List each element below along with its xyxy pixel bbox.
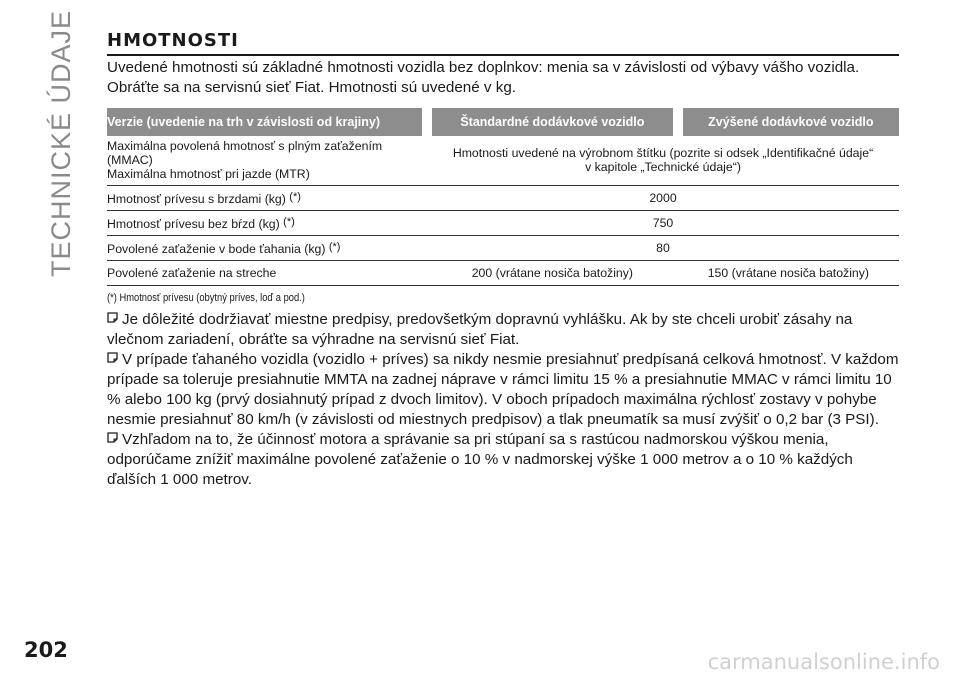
note-text: V prípade ťahaného vozidla (vozidlo + príves) sa nikdy nesmie presiahnuť predpísaná celková hmotnosť. V každom prípade sa toleruje presiahnutie MMTA na zadnej náprave v rámci limitu 15 % a presiahnutie MMAC v rámci limitu 10 % alebo 100 kg (prvý dosiahnutý prípad z dvoch limitov). V oboch prípadoch maximálna rýchlosť zostavy v pohybe nesmie presiahnuť 80 km/h (v závislosti od miestnych predpisov) a tlak pneumatík sa musí zvýšiť o 0,2 bar (3 PSI). xyxy=(107,351,899,428)
note-bullet-icon xyxy=(107,352,118,363)
row-label-roof-load: Povolené zaťaženie na streche xyxy=(107,261,427,286)
note-bullet-icon xyxy=(107,312,118,323)
row-value-line: v kapitole „Technické údaje“) xyxy=(585,160,741,174)
side-section-title xyxy=(42,9,82,277)
section-title: HMOTNOSTI xyxy=(107,30,899,56)
row-value-towing-point-load: 80 xyxy=(427,236,899,261)
row-value-max-weight xyxy=(427,136,899,186)
header-standard-van: Štandardné dodávkové vozidlo xyxy=(427,108,678,136)
note-paragraph xyxy=(107,310,899,350)
row-value-roof-load-standard: 200 (vrátane nosiča batožiny) xyxy=(427,261,678,286)
table-row xyxy=(107,236,899,261)
header-versions: Verzie (uvedenie na trh v závislosti od krajiny) xyxy=(107,108,427,136)
row-label-text: Povolené zaťaženie v bode ťahania (kg) xyxy=(107,241,326,256)
footnote-marker: (*) xyxy=(283,215,295,228)
page-number: 202 xyxy=(24,638,68,662)
note-paragraph xyxy=(107,350,899,430)
table-header-row xyxy=(107,108,899,136)
row-label-line: (MMAC) xyxy=(107,153,153,167)
row-label-line: Maximálna hmotnosť pri jazde (MTR) xyxy=(107,167,310,181)
note-paragraph xyxy=(107,430,899,490)
table-row xyxy=(107,186,899,211)
table-row xyxy=(107,136,899,186)
watermark: carmanualsonline.info xyxy=(707,650,940,674)
table-row xyxy=(107,261,899,286)
row-label-text: Hmotnosť prívesu bez bŕzd (kg) xyxy=(107,216,280,231)
row-label-line: Maximálna povolená hmotnosť s plným zaťažením xyxy=(107,139,383,153)
row-value-braked-trailer: 2000 xyxy=(427,186,899,211)
note-text: Je dôležité dodržiavať miestne predpisy, predovšetkým dopravnú vyhlášku. Ak by ste chceli urobiť zásahy na vlečnom zariadení, obráťte sa výhradne na servisnú sieť Fiat. xyxy=(107,311,853,348)
row-label-max-weight xyxy=(107,136,427,186)
footnote-marker: (*) xyxy=(289,190,301,203)
row-label-towing-point-load xyxy=(107,236,427,261)
row-label-braked-trailer xyxy=(107,186,427,211)
table-row xyxy=(107,211,899,236)
row-value-line: Hmotnosti uvedené na výrobnom štítku (pozrite si odsek „Identifikačné údaje“ xyxy=(452,146,874,160)
row-value-unbraked-trailer: 750 xyxy=(427,211,899,236)
notes-section xyxy=(107,310,899,490)
table-footnote: (*) Hmotnosť prívesu (obytný príves, loď a pod.) xyxy=(107,292,305,304)
footnote-marker: (*) xyxy=(328,240,341,253)
side-section-title-text: TECHNICKÉ ÚDAJE xyxy=(46,9,77,277)
weights-table xyxy=(107,108,899,286)
intro-paragraph: Uvedené hmotnosti sú základné hmotnosti vozidla bez doplnkov: menia sa v závislosti od výbavy vášho vozidla. Obráťte sa na servisnú sieť Fiat. Hmotnosti sú uvedené v kg. xyxy=(107,59,860,96)
row-label-unbraked-trailer xyxy=(107,211,427,236)
row-value-roof-load-raised: 150 (vrátane nosiča batožiny) xyxy=(678,261,899,286)
note-text: Vzhľadom na to, že účinnosť motora a správanie sa pri stúpaní sa s rastúcou nadmorskou výškou menia, odporúčame znížiť maximálne povolené zaťaženie o 10 % v nadmorskej výške 1 000 metrov a o 10 % každých ďalších 1 000 metrov. xyxy=(107,431,853,488)
header-raised-van: Zvýšené dodávkové vozidlo xyxy=(678,108,899,136)
row-label-text: Hmotnosť prívesu s brzdami (kg) xyxy=(107,191,286,206)
note-bullet-icon xyxy=(107,432,118,443)
